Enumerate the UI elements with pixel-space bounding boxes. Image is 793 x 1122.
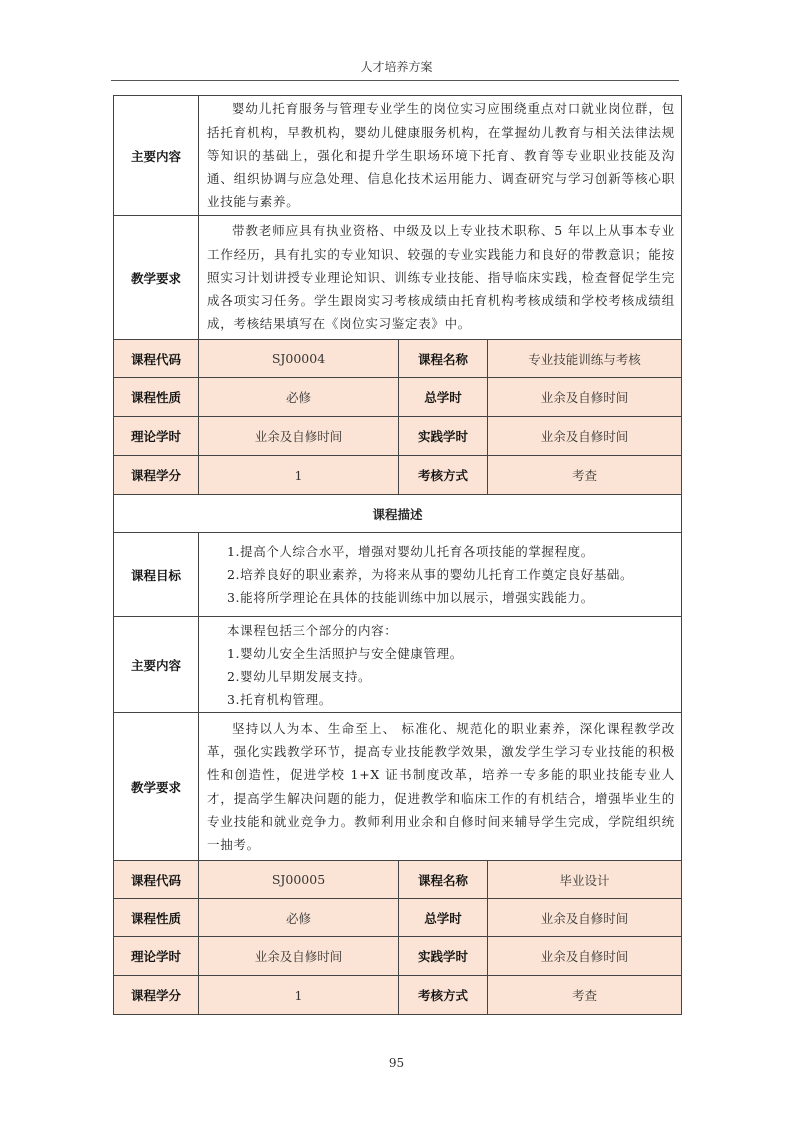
list-item: 1.提高个人综合水平，增强对婴幼儿托育各项技能的掌握程度。: [227, 544, 594, 559]
table-row: [114, 617, 682, 713]
list-item: 2.培养良好的职业素养，为将来从事的婴幼儿托育工作奠定良好基础。: [227, 567, 634, 582]
course-description-heading: 课程描述: [114, 495, 682, 533]
list-item: 2.婴幼儿早期发展支持。: [227, 668, 372, 684]
assess-value: 考查: [488, 456, 682, 495]
teaching-req-text: 带教老师应具有执业资格、中级及以上专业技术职称、5 年以上从事本专业工作经历，具有扎实的专业知识、较强的专业实践能力和良好的带教意识；能按照实习计划讲授专业理论知识、训练专业技能、指导临床实践，检查督促学生完成各项实习任务。学生跟岗实习考核成绩由托育机构考核成绩和学校考核成绩组成，考核结果填写在《岗位实习鉴定表》中。: [207, 223, 675, 332]
practice-hours-value: 业余及自修时间: [488, 937, 682, 976]
credits-label: 课程学分: [114, 456, 199, 495]
page-number: 95: [388, 1056, 405, 1070]
course-code-value: SJ00005: [199, 861, 399, 899]
course-goal-cell: [199, 533, 682, 617]
list-item: 3.托育机构管理。: [227, 691, 332, 707]
total-hours-label: 总学时: [399, 378, 488, 417]
course-name-value: 专业技能训练与考核: [488, 340, 682, 378]
teaching-req-cell: [199, 216, 682, 340]
table-row: [114, 713, 682, 861]
row-label-course-goal: 课程目标: [114, 533, 199, 617]
row-label-teaching-req: 教学要求: [114, 216, 199, 340]
course-nature-value: 必修: [199, 899, 399, 937]
theory-hours-value: 业余及自修时间: [199, 937, 399, 976]
table-row: [114, 937, 682, 976]
list-item: 1.婴幼儿安全生活照护与安全健康管理。: [227, 645, 463, 661]
curriculum-table: [113, 95, 682, 1015]
table-row: [114, 976, 682, 1015]
assess-label: 考核方式: [399, 456, 488, 495]
course-name-value: 毕业设计: [488, 861, 682, 899]
credits-value: 1: [199, 456, 399, 495]
assess-value: 考查: [488, 976, 682, 1015]
main-content-text: 婴幼儿托育服务与管理专业学生的岗位实习应围绕重点对口就业岗位群，包括托育机构，早教机构，婴幼儿健康服务机构，在掌握幼儿教育与相关法律法规等知识的基础上，强化和提升学生职场环境下托育、教育等专业职业技能及沟通、组织协调与应急处理、信息化技术运用能力、调查研究与学习创新等核心职业技能与素养。: [207, 101, 675, 210]
practice-hours-value: 业余及自修时间: [488, 417, 682, 456]
course-code-label: 课程代码: [114, 861, 199, 899]
row-label-course-req: 教学要求: [114, 713, 199, 861]
table-row: [114, 456, 682, 495]
course-content-cell: [199, 617, 682, 713]
course-code-label: 课程代码: [114, 340, 199, 378]
list-item: 3.能将所学理论在具体的技能训练中加以展示，增强实践能力。: [227, 590, 594, 605]
course-nature-label: 课程性质: [114, 899, 199, 937]
table-row: [114, 216, 682, 340]
total-hours-value: 业余及自修时间: [488, 899, 682, 937]
table-row: [114, 861, 682, 899]
list-item: 本课程包括三个部分的内容：: [227, 622, 398, 638]
total-hours-value: 业余及自修时间: [488, 378, 682, 417]
table-row: [114, 417, 682, 456]
theory-hours-label: 理论学时: [114, 937, 199, 976]
header-divider: [111, 80, 679, 81]
table-row: [114, 495, 682, 533]
practice-hours-label: 实践学时: [399, 417, 488, 456]
course-nature-value: 必修: [199, 378, 399, 417]
row-label-main-content: 主要内容: [114, 96, 199, 216]
credits-label: 课程学分: [114, 976, 199, 1015]
course-req-text: 坚持以人为本、生命至上、 标准化、规范化的职业素养，深化课程教学改革，强化实践教学环节，提高专业技能教学效果，激发学生学习专业技能的积极性和创造性，促进学校 1+X 证书制度改革，培养一专多能的职业技能专业人才，提高学生解决问题的能力，促进教学和临床工作的有机结合，增强毕业生的专业技能和就业竞争力。教师利用业余和自修时间来辅导学生完成，学院组织统一抽考。: [207, 720, 675, 852]
table-row: [114, 533, 682, 617]
course-name-label: 课程名称: [399, 861, 488, 899]
course-name-label: 课程名称: [399, 340, 488, 378]
assess-label: 考核方式: [399, 976, 488, 1015]
course-nature-label: 课程性质: [114, 378, 199, 417]
course-code-value: SJ00004: [199, 340, 399, 378]
page-header: 人才培养方案: [360, 60, 433, 74]
course-req-cell: [199, 713, 682, 861]
credits-value: 1: [199, 976, 399, 1015]
theory-hours-value: 业余及自修时间: [199, 417, 399, 456]
table-row: [114, 378, 682, 417]
theory-hours-label: 理论学时: [114, 417, 199, 456]
total-hours-label: 总学时: [399, 899, 488, 937]
table-row: [114, 899, 682, 937]
practice-hours-label: 实践学时: [399, 937, 488, 976]
table-row: [114, 96, 682, 216]
table-row: [114, 340, 682, 378]
row-label-course-content: 主要内容: [114, 617, 199, 713]
main-content-cell: [199, 96, 682, 216]
